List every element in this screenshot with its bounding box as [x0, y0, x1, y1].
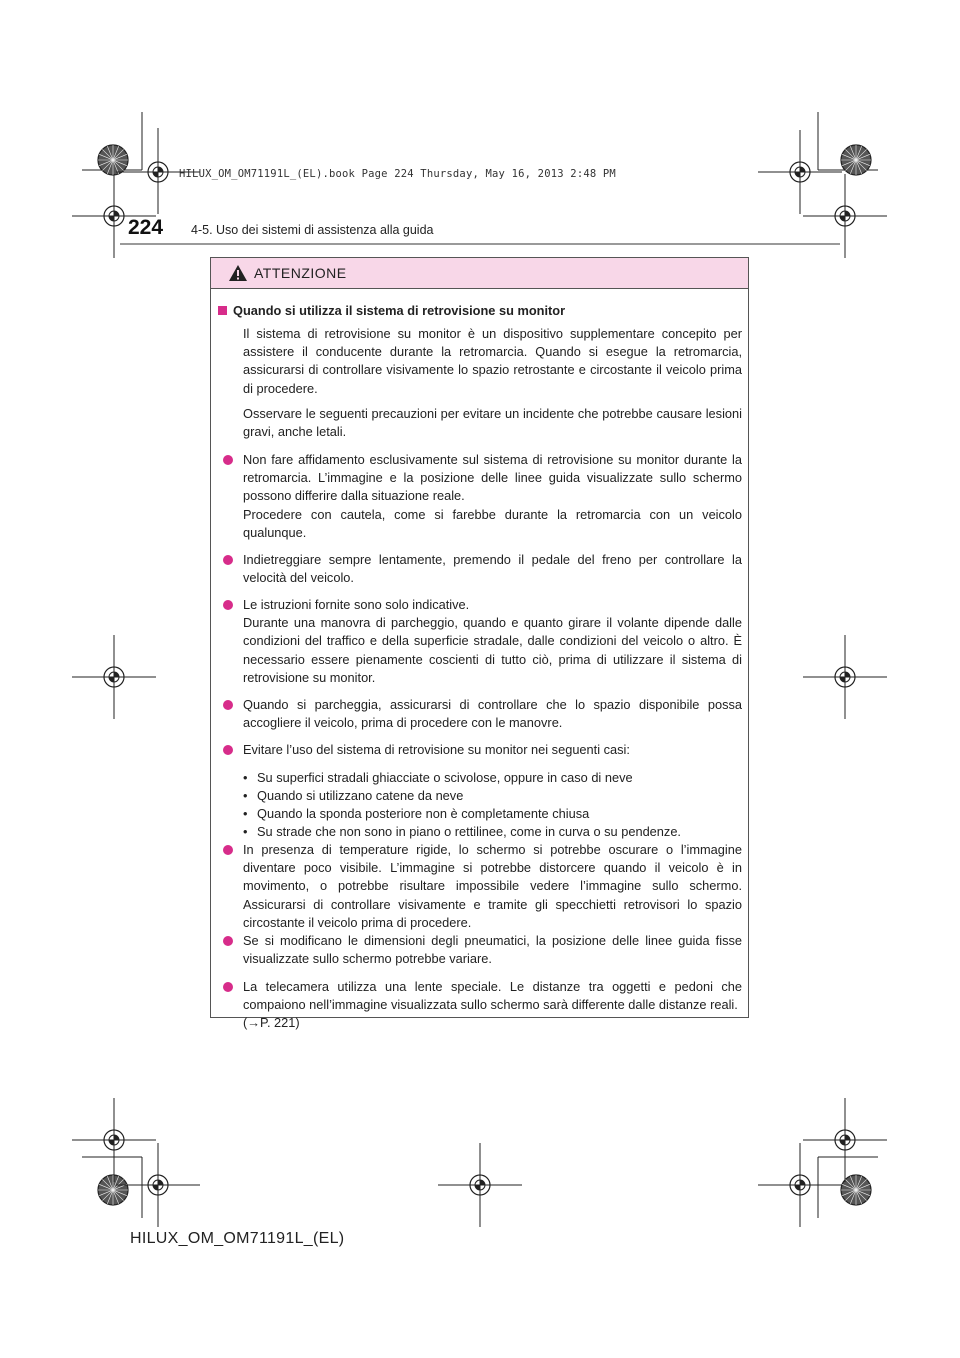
list-item-text: La telecamera utilizza una lente speciale. Le distanze tra oggetti e pedoni che compaiono nell’immagine visualizzata sullo schermo sarà differente dalle distanze reali. — [243, 979, 742, 1013]
header-divider — [120, 243, 840, 245]
list-item — [223, 696, 742, 732]
circle-bullet-icon — [223, 700, 233, 710]
circle-bullet-icon — [223, 936, 233, 946]
sub-list-item: • Su strade che non sono in piano o rettilinee, come in curva o su pendenze. — [243, 823, 743, 841]
list-item-text: Indietreggiare sempre lentamente, premendo il pedale del freno per controllare la velocità del veicolo. — [243, 552, 742, 586]
list-item — [223, 841, 742, 932]
footer-code: HILUX_OM_OM71191L_(EL) — [130, 1230, 345, 1247]
circle-bullet-icon — [223, 845, 233, 855]
circle-bullet-icon — [223, 600, 233, 610]
caution-title: ATTENZIONE — [254, 265, 347, 281]
list-item-text: Evitare l’uso del sistema di retrovisione su monitor nei seguenti casi: — [243, 742, 630, 757]
circle-bullet-icon — [223, 745, 233, 755]
sub-list — [243, 769, 743, 841]
list-item — [223, 978, 742, 1033]
circle-bullet-icon — [223, 982, 233, 992]
caution-heading-text: Quando si utilizza il sistema di retrovisione su monitor — [233, 303, 566, 318]
page-reference[interactable]: (→P. 221) — [243, 1015, 300, 1031]
caution-heading — [218, 302, 738, 320]
page-number: 224 — [128, 216, 164, 239]
circle-bullet-icon — [223, 455, 233, 465]
caution-header — [211, 258, 748, 289]
caution-box — [210, 257, 749, 1031]
section-title: 4-5. Uso dei sistemi di assistenza alla guida — [191, 223, 434, 237]
list-item-text: Durante una manovra di parcheggio, quando e quanto girare il volante dipende dalle condizioni del traffico e della superficie stradale, dalle condizioni del veicolo o altro. È necessario essere pienamente coscienti di tutto ciò, prima di utilizzare il sistema di retrovisione su monitor. — [243, 615, 742, 685]
intro-paragraph-2: Osservare le seguenti precauzioni per evitare un incidente che potrebbe causare lesioni gravi, anche letali. — [243, 406, 742, 440]
list-item — [223, 551, 742, 587]
list-item-text: In presenza di temperature rigide, lo schermo si potrebbe oscurare o l’immagine diventare poco visibile. L’immagine si potrebbe distorcere quando il veicolo è in movimento, o potrebbe risultare impossibile vedere l’immagine sullo schermo. Assicurarsi di controllare visivamente e tramite gli specchietti retrovisori lo spazio circostante il veicolo prima di procedere. — [243, 842, 742, 930]
list-item-text: Non fare affidamento esclusivamente sul sistema di retrovisione su monitor durante la retromarcia. L’immagine e la posizione delle linee guida visualizzate sullo schermo possono differire dalla situazione reale. — [243, 452, 742, 504]
list-item — [223, 596, 742, 687]
sub-list-item: • Quando si utilizzano catene da neve — [243, 787, 743, 805]
list-item-text: Procedere con cautela, come si farebbe durante la retromarcia con un veicolo qualunque. — [243, 506, 742, 540]
print-info-line: HILUX_OM_OM71191L_(EL).book Page 224 Thursday, May 16, 2013 2:48 PM — [179, 168, 616, 180]
sub-list-item: • Quando la sponda posteriore non è completamente chiusa — [243, 805, 743, 823]
warning-triangle-icon — [228, 264, 248, 282]
list-item-text: Quando si parcheggia, assicurarsi di controllare che lo spazio disponibile possa accogliere il veicolo, prima di procedere con le manovre. — [243, 697, 742, 731]
list-item-text: Le istruzioni fornite sono solo indicative. — [243, 597, 470, 612]
intro-paragraph-1: Il sistema di retrovisione su monitor è un dispositivo supplementare concepito per assistere il conducente durante la retromarcia. Quando si esegue la retromarcia, assicurarsi di controllare visivamente lo spazio retrostante e circostante il veicolo prima di procedere. — [243, 326, 742, 396]
circle-bullet-icon — [223, 555, 233, 565]
list-item-text: Se si modificano le dimensioni degli pneumatici, la posizione delle linee guida fisse visualizzate sullo schermo potrebbe variare. — [243, 933, 742, 967]
list-item — [223, 932, 742, 968]
list-item — [223, 451, 742, 542]
list-item — [223, 741, 742, 759]
square-bullet-icon — [218, 306, 227, 315]
sub-list-item: • Su superfici stradali ghiacciate o scivolose, oppure in caso di neve — [243, 769, 743, 787]
